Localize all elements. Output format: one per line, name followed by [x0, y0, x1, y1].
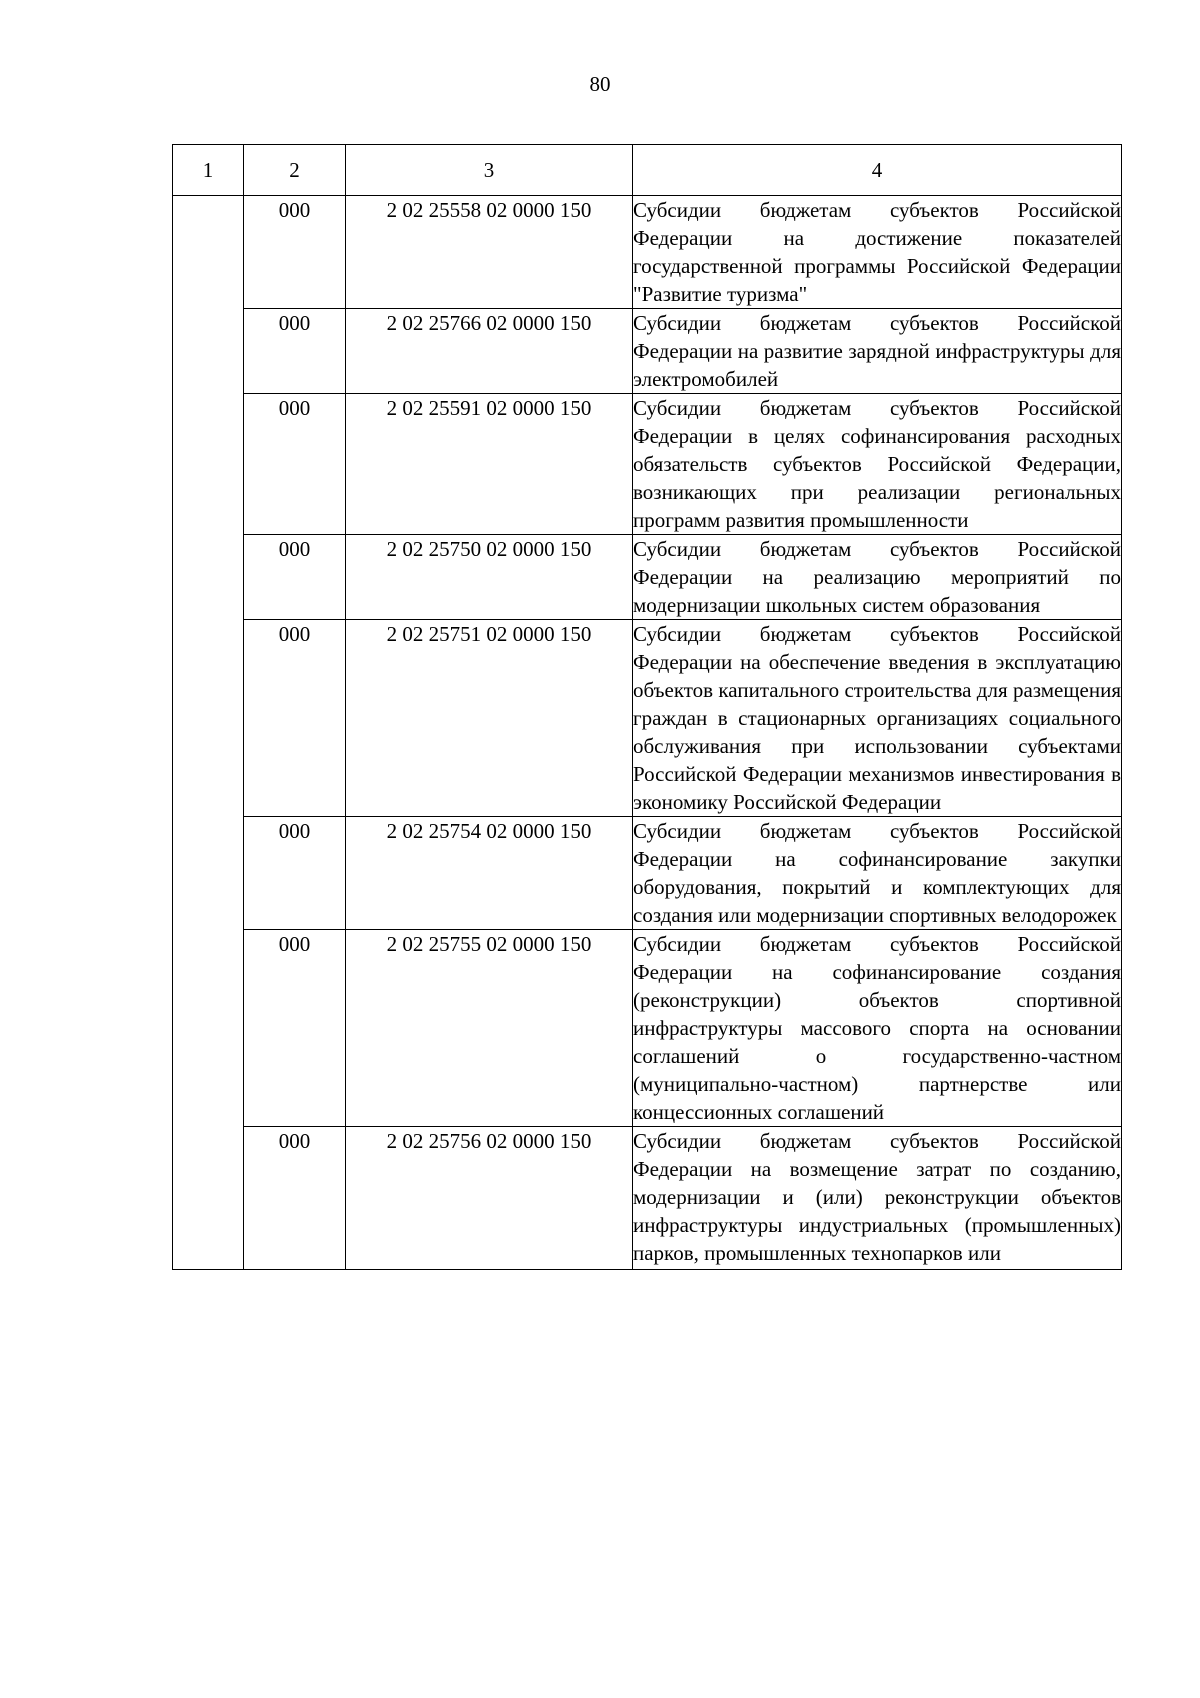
description-cell: Субсидии бюджетам субъектов Российской Федерации на достижение показателей государственной программы Российской Федерации "Развитие туризма": [633, 196, 1122, 309]
table-row: [173, 1127, 1122, 1270]
description-cell: Субсидии бюджетам субъектов Российской Федерации на обеспечение введения в эксплуатацию объектов капитального строительства для размещения граждан в стационарных организациях социального обслуживания при использовании субъектами Российской Федерации механизмов инвестирования в экономику Российской Федерации: [633, 620, 1122, 817]
header-col-1: 1: [173, 145, 244, 196]
description-cell: Субсидии бюджетам субъектов Российской Федерации на реализацию мероприятий по модернизации школьных систем образования: [633, 535, 1122, 620]
header-col-4: 4: [633, 145, 1122, 196]
description-cell: Субсидии бюджетам субъектов Российской Федерации на возмещение затрат по созданию, модернизации и (или) реконструкции объектов инфраструктуры индустриальных (промышленных) парков, промышленных технопарков или: [633, 1127, 1122, 1270]
budget-code-cell: 2 02 25756 02 0000 150: [346, 1127, 633, 1270]
admin-code-cell: 000: [244, 817, 346, 930]
budget-code-cell: 2 02 25750 02 0000 150: [346, 535, 633, 620]
budget-code-cell: 2 02 25754 02 0000 150: [346, 817, 633, 930]
empty-col-1-cell: [173, 196, 244, 1270]
table-header-row: [173, 145, 1122, 196]
admin-code-cell: 000: [244, 394, 346, 535]
budget-code-cell: 2 02 25591 02 0000 150: [346, 394, 633, 535]
budget-code-cell: 2 02 25755 02 0000 150: [346, 930, 633, 1127]
header-col-3: 3: [346, 145, 633, 196]
description-cell: Субсидии бюджетам субъектов Российской Федерации в целях софинансирования расходных обязательств субъектов Российской Федерации, возникающих при реализации региональных программ развития промышленности: [633, 394, 1122, 535]
table-row: [173, 535, 1122, 620]
table-row: [173, 620, 1122, 817]
table-row: [173, 930, 1122, 1127]
budget-code-cell: 2 02 25751 02 0000 150: [346, 620, 633, 817]
description-cell: Субсидии бюджетам субъектов Российской Федерации на развитие зарядной инфраструктуры для электромобилей: [633, 309, 1122, 394]
admin-code-cell: 000: [244, 930, 346, 1127]
header-col-2: 2: [244, 145, 346, 196]
admin-code-cell: 000: [244, 535, 346, 620]
page-number: 80: [589, 72, 611, 96]
admin-code-cell: 000: [244, 196, 346, 309]
budget-code-cell: 2 02 25558 02 0000 150: [346, 196, 633, 309]
table-row: [173, 196, 1122, 309]
description-cell: Субсидии бюджетам субъектов Российской Федерации на софинансирование создания (реконструкции) объектов спортивной инфраструктуры массового спорта на основании соглашений о государственно-частном (муниципально-частном) партнерстве или концессионных соглашений: [633, 930, 1122, 1127]
budget-codes-table: [172, 144, 1122, 1270]
admin-code-cell: 000: [244, 620, 346, 817]
table-row: [173, 309, 1122, 394]
admin-code-cell: 000: [244, 309, 346, 394]
table-row: [173, 394, 1122, 535]
admin-code-cell: 000: [244, 1127, 346, 1270]
table-row: [173, 817, 1122, 930]
description-cell: Субсидии бюджетам субъектов Российской Федерации на софинансирование закупки оборудования, покрытий и комплектующих для создания или модернизации спортивных велодорожек: [633, 817, 1122, 930]
budget-code-cell: 2 02 25766 02 0000 150: [346, 309, 633, 394]
